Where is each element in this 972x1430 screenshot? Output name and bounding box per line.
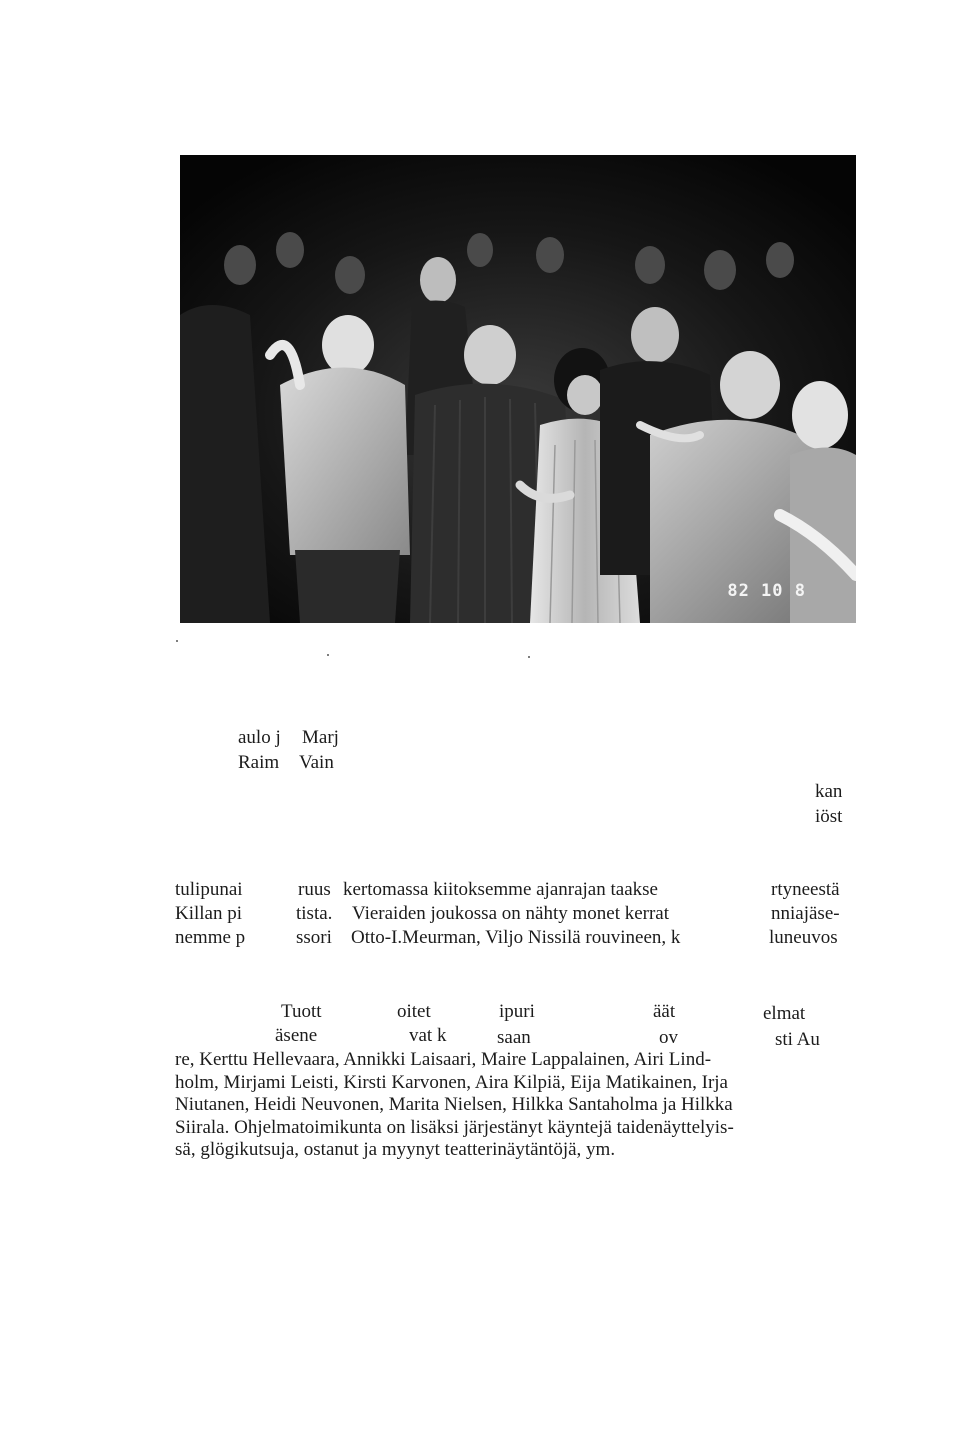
- paragraph2-fragment: sti Au: [775, 1029, 820, 1050]
- paragraph1-fragment: Vieraiden joukossa on nähty monet kerrat: [352, 903, 670, 924]
- stray-dot: [176, 640, 178, 642]
- paragraph1-fragment: Otto-I.Meurman, Viljo Nissilä rouvineen, k: [351, 927, 681, 948]
- paragraph1-fragment: kertomassa kiitoksemme ajanrajan taakse: [343, 879, 658, 900]
- paragraph2-fragment: saan: [497, 1027, 531, 1048]
- paragraph1-fragment: tista.: [296, 903, 333, 924]
- paragraph2-body: [175, 1049, 855, 1162]
- paragraph1-fragment: tulipunai: [175, 879, 243, 900]
- paragraph2-line: Niutanen, Heidi Neuvonen, Marita Nielsen, Hilkka Santaholma ja Hilkka: [175, 1094, 733, 1115]
- paragraph2-fragment: ipuri: [499, 1001, 535, 1022]
- paragraph2-fragment: äät: [653, 1001, 676, 1022]
- paragraph2-line: holm, Mirjami Leisti, Kirsti Karvonen, Aira Kilpiä, Eija Matikainen, Irja: [175, 1071, 728, 1093]
- side-fragment: kan: [815, 781, 843, 802]
- stray-dot: [528, 656, 530, 658]
- dance-photo: [180, 155, 856, 623]
- paragraph2-fragment: elmat: [763, 1003, 806, 1024]
- caption-fragment: Raim: [238, 752, 280, 773]
- paragraph2-fragment: vat k: [409, 1025, 447, 1046]
- paragraph2-line: re, Kerttu Hellevaara, Annikki Laisaari, Maire Lappalainen, Airi Lind-: [175, 1049, 712, 1070]
- paragraph1-fragment: ruus: [298, 879, 331, 900]
- paragraph2-fragment: oitet: [397, 1001, 431, 1022]
- paragraph2-line: Siirala. Ohjelmatoimikunta on lisäksi järjestänyt käyntejä taidenäyttelyis-: [175, 1116, 734, 1138]
- paragraph1-fragment: nemme p: [175, 927, 246, 948]
- paragraph1-fragment: nniajäse-: [771, 903, 840, 924]
- stray-dot: [327, 654, 329, 656]
- paragraph2-fragment: äsene: [275, 1025, 318, 1046]
- paragraph1-fragment: luneuvos: [769, 927, 838, 948]
- caption-fragment: aulo j: [238, 727, 281, 748]
- caption-fragment: Marj: [302, 727, 339, 748]
- dance-photo-image: [180, 155, 856, 623]
- caption-fragment: Vain: [299, 752, 334, 773]
- paragraph1-fragment: ssori: [296, 927, 332, 948]
- paragraph2-line: sä, glögikutsuja, ostanut ja myynyt teatterinäytäntöjä, ym.: [175, 1139, 616, 1160]
- paragraph1-fragment: Killan pi: [175, 903, 243, 924]
- paragraph2-fragment: Tuott: [281, 1001, 322, 1022]
- photo-date-stamp: 82 10 8: [727, 581, 806, 601]
- side-fragment: iöst: [815, 806, 843, 827]
- paragraph2-fragment: ov: [659, 1027, 678, 1048]
- paragraph1-fragment: rtyneestä: [771, 879, 840, 900]
